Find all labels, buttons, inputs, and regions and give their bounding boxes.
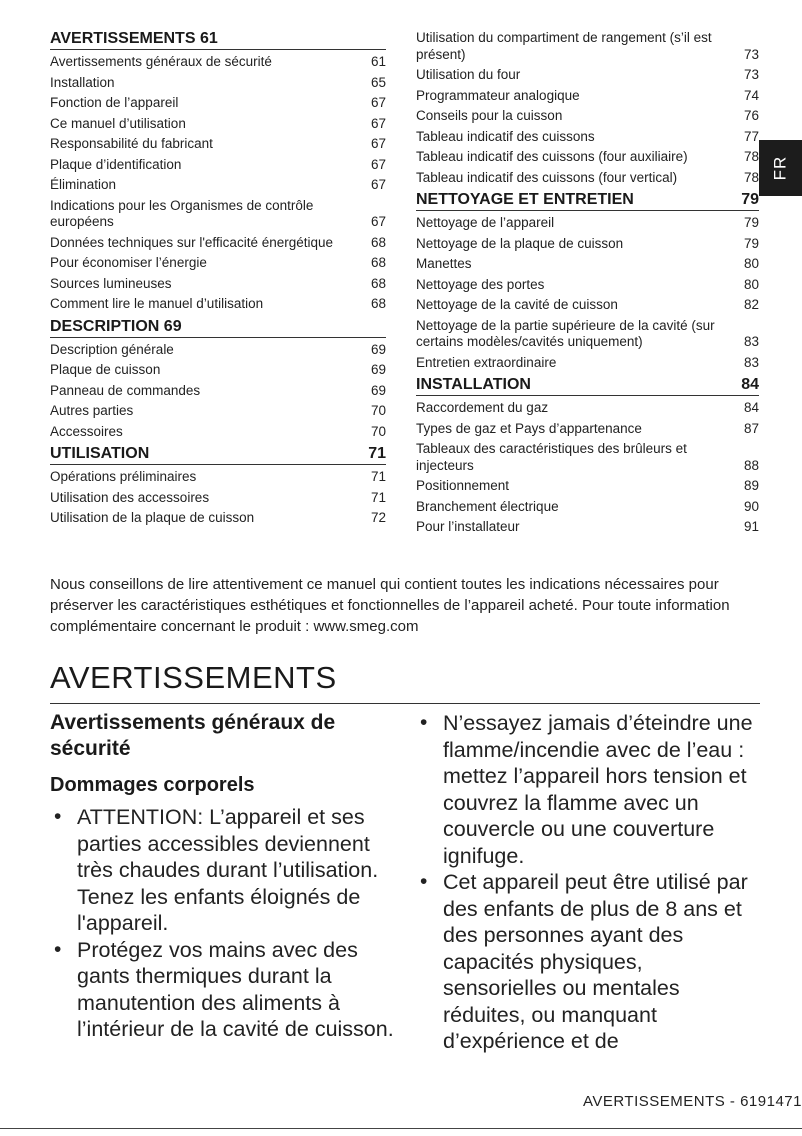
toc-entry[interactable] bbox=[416, 353, 759, 374]
toc-entry-page: 67 bbox=[370, 214, 386, 229]
toc-entry-title: Utilisation du four bbox=[416, 67, 521, 82]
toc-entry[interactable] bbox=[416, 295, 759, 316]
toc-entry-page: 84 bbox=[743, 400, 759, 415]
toc-entry[interactable] bbox=[416, 419, 759, 440]
toc-entry-title: Nettoyage de la cavité de cuisson bbox=[416, 297, 618, 312]
toc-entry-page: 82 bbox=[743, 297, 759, 312]
toc-entry[interactable] bbox=[416, 168, 759, 189]
toc-entry-title: Panneau de commandes bbox=[50, 382, 201, 398]
toc-entry-page: 65 bbox=[370, 74, 386, 90]
toc-entry-title: Nettoyage de la partie supérieure de la cavité (sur certains modèles/cavités uniquement) bbox=[416, 317, 715, 349]
toc-entry[interactable] bbox=[416, 147, 759, 168]
toc-entry-title: Branchement électrique bbox=[416, 498, 559, 514]
toc-entry-title: Types de gaz et Pays d’appartenance bbox=[416, 420, 642, 436]
bottom-divider bbox=[0, 1128, 802, 1129]
toc-entry[interactable] bbox=[416, 517, 759, 538]
toc-entry-title: Description générale bbox=[50, 341, 174, 357]
toc-entry-page: 83 bbox=[743, 354, 759, 370]
toc-entry-page: 69 bbox=[370, 382, 386, 398]
toc-entry-page: 91 bbox=[743, 519, 759, 534]
toc-entry-title: Opérations préliminaires bbox=[50, 469, 197, 484]
toc-entry[interactable] bbox=[416, 86, 759, 107]
body-right-column bbox=[416, 710, 761, 1055]
toc-entry-page: 67 bbox=[370, 177, 386, 192]
toc-entry-title: Pour l’installateur bbox=[416, 519, 520, 534]
toc-entry-title: Tableau indicatif des cuissons bbox=[416, 128, 595, 144]
toc-entry[interactable] bbox=[416, 439, 759, 476]
toc-entry-title: Plaque de cuisson bbox=[50, 362, 161, 377]
toc-section-title: AVERTISSEMENTS 61 bbox=[50, 30, 218, 47]
page-footer: AVERTISSEMENTS - 6191471 bbox=[582, 1093, 802, 1110]
toc-entry[interactable] bbox=[416, 65, 759, 86]
toc-entry-page: 67 bbox=[370, 115, 386, 131]
toc-entry-page: 70 bbox=[370, 423, 386, 439]
toc-section-heading[interactable] bbox=[416, 189, 759, 211]
toc-entry-title: Programmateur analogique bbox=[416, 87, 580, 103]
toc-entry-title: Utilisation du compartiment de rangement (s’il est présent) bbox=[416, 30, 712, 62]
toc-entry-title: Nettoyage de l’appareil bbox=[416, 215, 555, 230]
intro-paragraph: Nous conseillons de lire attentivement ce manuel qui contient toutes les indications nécessaires pour préserver les caractéristiques esthétiques et fonctionnelles de l’appareil acheté. Pour toute information complémentaire concernant le produit : www.smeg.com bbox=[50, 576, 730, 635]
toc-entry-title: Données techniques sur l'efficacité énergétique bbox=[50, 234, 334, 250]
warning-list-right bbox=[416, 710, 761, 1055]
toc-right-column bbox=[416, 28, 759, 538]
toc-entry[interactable] bbox=[50, 340, 386, 361]
toc-entry-title: Sources lumineuses bbox=[50, 275, 172, 291]
toc-entry-title: Tableau indicatif des cuissons (four auxiliaire) bbox=[416, 149, 688, 164]
toc-entry[interactable] bbox=[50, 422, 386, 443]
toc-entry-title: Fonction de l’appareil bbox=[50, 95, 179, 110]
warning-bullet: • N’essayez jamais d’éteindre une flamme/incendie avec de l’eau : mettez l’appareil hors tension et couvrez la flamme avec un couvercle ou une couverture ignifuge. bbox=[416, 710, 761, 869]
toc-entry-title: Avertissements généraux de sécurité bbox=[50, 54, 272, 69]
toc-entry-title: Entretien extraordinaire bbox=[416, 354, 557, 370]
warning-bullet: • ATTENTION: L’appareil et ses parties accessibles deviennent très chaudes durant l’utilisation. Tenez les enfants éloignés de l'appareil. bbox=[50, 804, 398, 937]
toc-entry-page: 78 bbox=[743, 149, 759, 164]
toc-entry-title: Ce manuel d’utilisation bbox=[50, 115, 186, 131]
toc-section-title: NETTOYAGE ET ENTRETIEN bbox=[416, 191, 634, 208]
toc-entry[interactable] bbox=[50, 253, 386, 274]
toc-section-page: 79 bbox=[741, 191, 759, 208]
toc-entry-page: 88 bbox=[743, 457, 759, 473]
toc-entry-page: 80 bbox=[743, 276, 759, 292]
toc-entry[interactable] bbox=[50, 134, 386, 155]
toc-entry-page: 73 bbox=[743, 46, 759, 62]
toc-entry-title: Tableau indicatif des cuissons (four vertical) bbox=[416, 169, 678, 185]
toc-section-heading[interactable] bbox=[50, 316, 386, 338]
toc-section-title: DESCRIPTION 69 bbox=[50, 317, 182, 335]
toc-entry-page: 70 bbox=[370, 403, 386, 418]
toc-entry[interactable] bbox=[416, 234, 759, 255]
toc-entry[interactable] bbox=[50, 155, 386, 176]
toc-section-title: INSTALLATION bbox=[416, 376, 531, 393]
toc-entry-page: 67 bbox=[370, 95, 386, 110]
toc-entry[interactable] bbox=[50, 93, 386, 114]
toc-entry[interactable] bbox=[50, 508, 386, 529]
body-left-column bbox=[50, 710, 398, 1043]
warning-list-left bbox=[50, 804, 398, 1043]
toc-entry-page: 69 bbox=[370, 341, 386, 357]
toc-entry[interactable] bbox=[416, 254, 759, 275]
toc-entry[interactable] bbox=[416, 275, 759, 296]
toc-entry[interactable] bbox=[416, 398, 759, 419]
toc-entry-page: 68 bbox=[370, 255, 386, 270]
toc-entry-page: 68 bbox=[370, 234, 386, 250]
toc-entry-title: Indications pour les Organismes de contrôle européens bbox=[50, 197, 314, 229]
toc-entry-title: Autres parties bbox=[50, 403, 134, 418]
toc-entry-page: 83 bbox=[743, 334, 759, 349]
page-title: AVERTISSEMENTS bbox=[50, 660, 337, 695]
toc-section-title: UTILISATION bbox=[50, 445, 150, 462]
toc-entry-page: 76 bbox=[743, 108, 759, 123]
toc-entry-title: Comment lire le manuel d’utilisation bbox=[50, 296, 264, 311]
toc-entry[interactable] bbox=[50, 233, 386, 254]
toc-entry[interactable] bbox=[50, 360, 386, 381]
toc-section-page: 71 bbox=[368, 445, 386, 462]
toc-entry-page: 74 bbox=[743, 87, 759, 103]
toc-entry-page: 61 bbox=[370, 54, 386, 69]
section-title: Avertissements généraux de sécurité bbox=[50, 711, 336, 760]
subsection-title: Dommages corporels bbox=[50, 774, 255, 796]
toc-entry[interactable] bbox=[50, 488, 386, 509]
toc-entry[interactable] bbox=[50, 175, 386, 196]
toc-entry-page: 69 bbox=[370, 362, 386, 377]
toc-entry-page: 68 bbox=[370, 275, 386, 291]
toc-entry[interactable] bbox=[50, 467, 386, 488]
toc-entry[interactable] bbox=[416, 106, 759, 127]
toc-entry-title: Manettes bbox=[416, 256, 472, 271]
toc-entry[interactable] bbox=[416, 213, 759, 234]
toc-entry-title: Pour économiser l’énergie bbox=[50, 255, 207, 270]
toc-entry-title: Tableaux des caractéristiques des brûleurs et injecteurs bbox=[416, 441, 687, 473]
toc-entry-title: Accessoires bbox=[50, 423, 123, 439]
toc-left-column bbox=[50, 28, 386, 529]
toc-entry[interactable] bbox=[50, 294, 386, 315]
toc-entry[interactable] bbox=[50, 196, 386, 233]
toc-entry-title: Installation bbox=[50, 74, 115, 90]
toc-entry-page: 80 bbox=[743, 256, 759, 271]
toc-section-page: 84 bbox=[741, 376, 759, 393]
language-tab bbox=[759, 140, 802, 196]
title-divider bbox=[50, 703, 760, 704]
language-label: FR bbox=[770, 155, 790, 181]
toc-entry[interactable] bbox=[50, 73, 386, 94]
toc-entry-page: 78 bbox=[743, 169, 759, 185]
warning-bullet: • Cet appareil peut être utilisé par des enfants de plus de 8 ans et des personnes ayant des capacités physiques, sensorielles ou mentales réduites, ou manquant d’expérience et de bbox=[416, 869, 761, 1055]
toc-entry-page: 67 bbox=[370, 156, 386, 172]
toc-entry-title: Nettoyage des portes bbox=[416, 276, 545, 292]
toc-entry-page: 89 bbox=[743, 478, 759, 493]
toc-entry-title: Responsabilité du fabricant bbox=[50, 136, 213, 151]
toc-entry-page: 79 bbox=[743, 235, 759, 251]
toc-entry-page: 77 bbox=[743, 128, 759, 144]
toc-entry-page: 72 bbox=[370, 510, 386, 525]
toc-entry-page: 79 bbox=[743, 215, 759, 230]
toc-entry[interactable] bbox=[50, 52, 386, 73]
toc-section-heading[interactable] bbox=[50, 443, 386, 465]
toc-entry[interactable] bbox=[416, 497, 759, 518]
toc-section-heading[interactable] bbox=[50, 28, 386, 50]
toc-section-heading[interactable] bbox=[416, 374, 759, 396]
toc-entry-page: 71 bbox=[370, 489, 386, 505]
toc-entry[interactable] bbox=[416, 28, 759, 65]
toc-entry-title: Nettoyage de la plaque de cuisson bbox=[416, 235, 624, 251]
toc-entry[interactable] bbox=[50, 274, 386, 295]
toc-entry-page: 90 bbox=[743, 498, 759, 514]
toc-entry-page: 68 bbox=[370, 296, 386, 311]
toc-entry-title: Élimination bbox=[50, 177, 117, 192]
toc-entry[interactable] bbox=[50, 401, 386, 422]
toc-entry-title: Positionnement bbox=[416, 478, 510, 493]
toc-entry[interactable] bbox=[416, 127, 759, 148]
toc-entry[interactable] bbox=[416, 476, 759, 497]
toc-entry-title: Raccordement du gaz bbox=[416, 400, 549, 415]
toc-entry-title: Utilisation des accessoires bbox=[50, 489, 210, 505]
warning-bullet: • Protégez vos mains avec des gants thermiques durant la manutention des aliments à l’intérieur de la cavité de cuisson. bbox=[50, 937, 398, 1043]
toc-entry-title: Conseils pour la cuisson bbox=[416, 108, 563, 123]
toc-entry-title: Plaque d’identification bbox=[50, 156, 182, 172]
toc-entry[interactable] bbox=[416, 316, 759, 353]
toc-entry-page: 87 bbox=[743, 420, 759, 436]
toc-entry-page: 73 bbox=[743, 67, 759, 82]
toc-entry-title: Utilisation de la plaque de cuisson bbox=[50, 510, 255, 525]
toc-entry[interactable] bbox=[50, 381, 386, 402]
toc-entry[interactable] bbox=[50, 114, 386, 135]
toc-entry-page: 71 bbox=[370, 469, 386, 484]
toc-entry-page: 67 bbox=[370, 136, 386, 151]
